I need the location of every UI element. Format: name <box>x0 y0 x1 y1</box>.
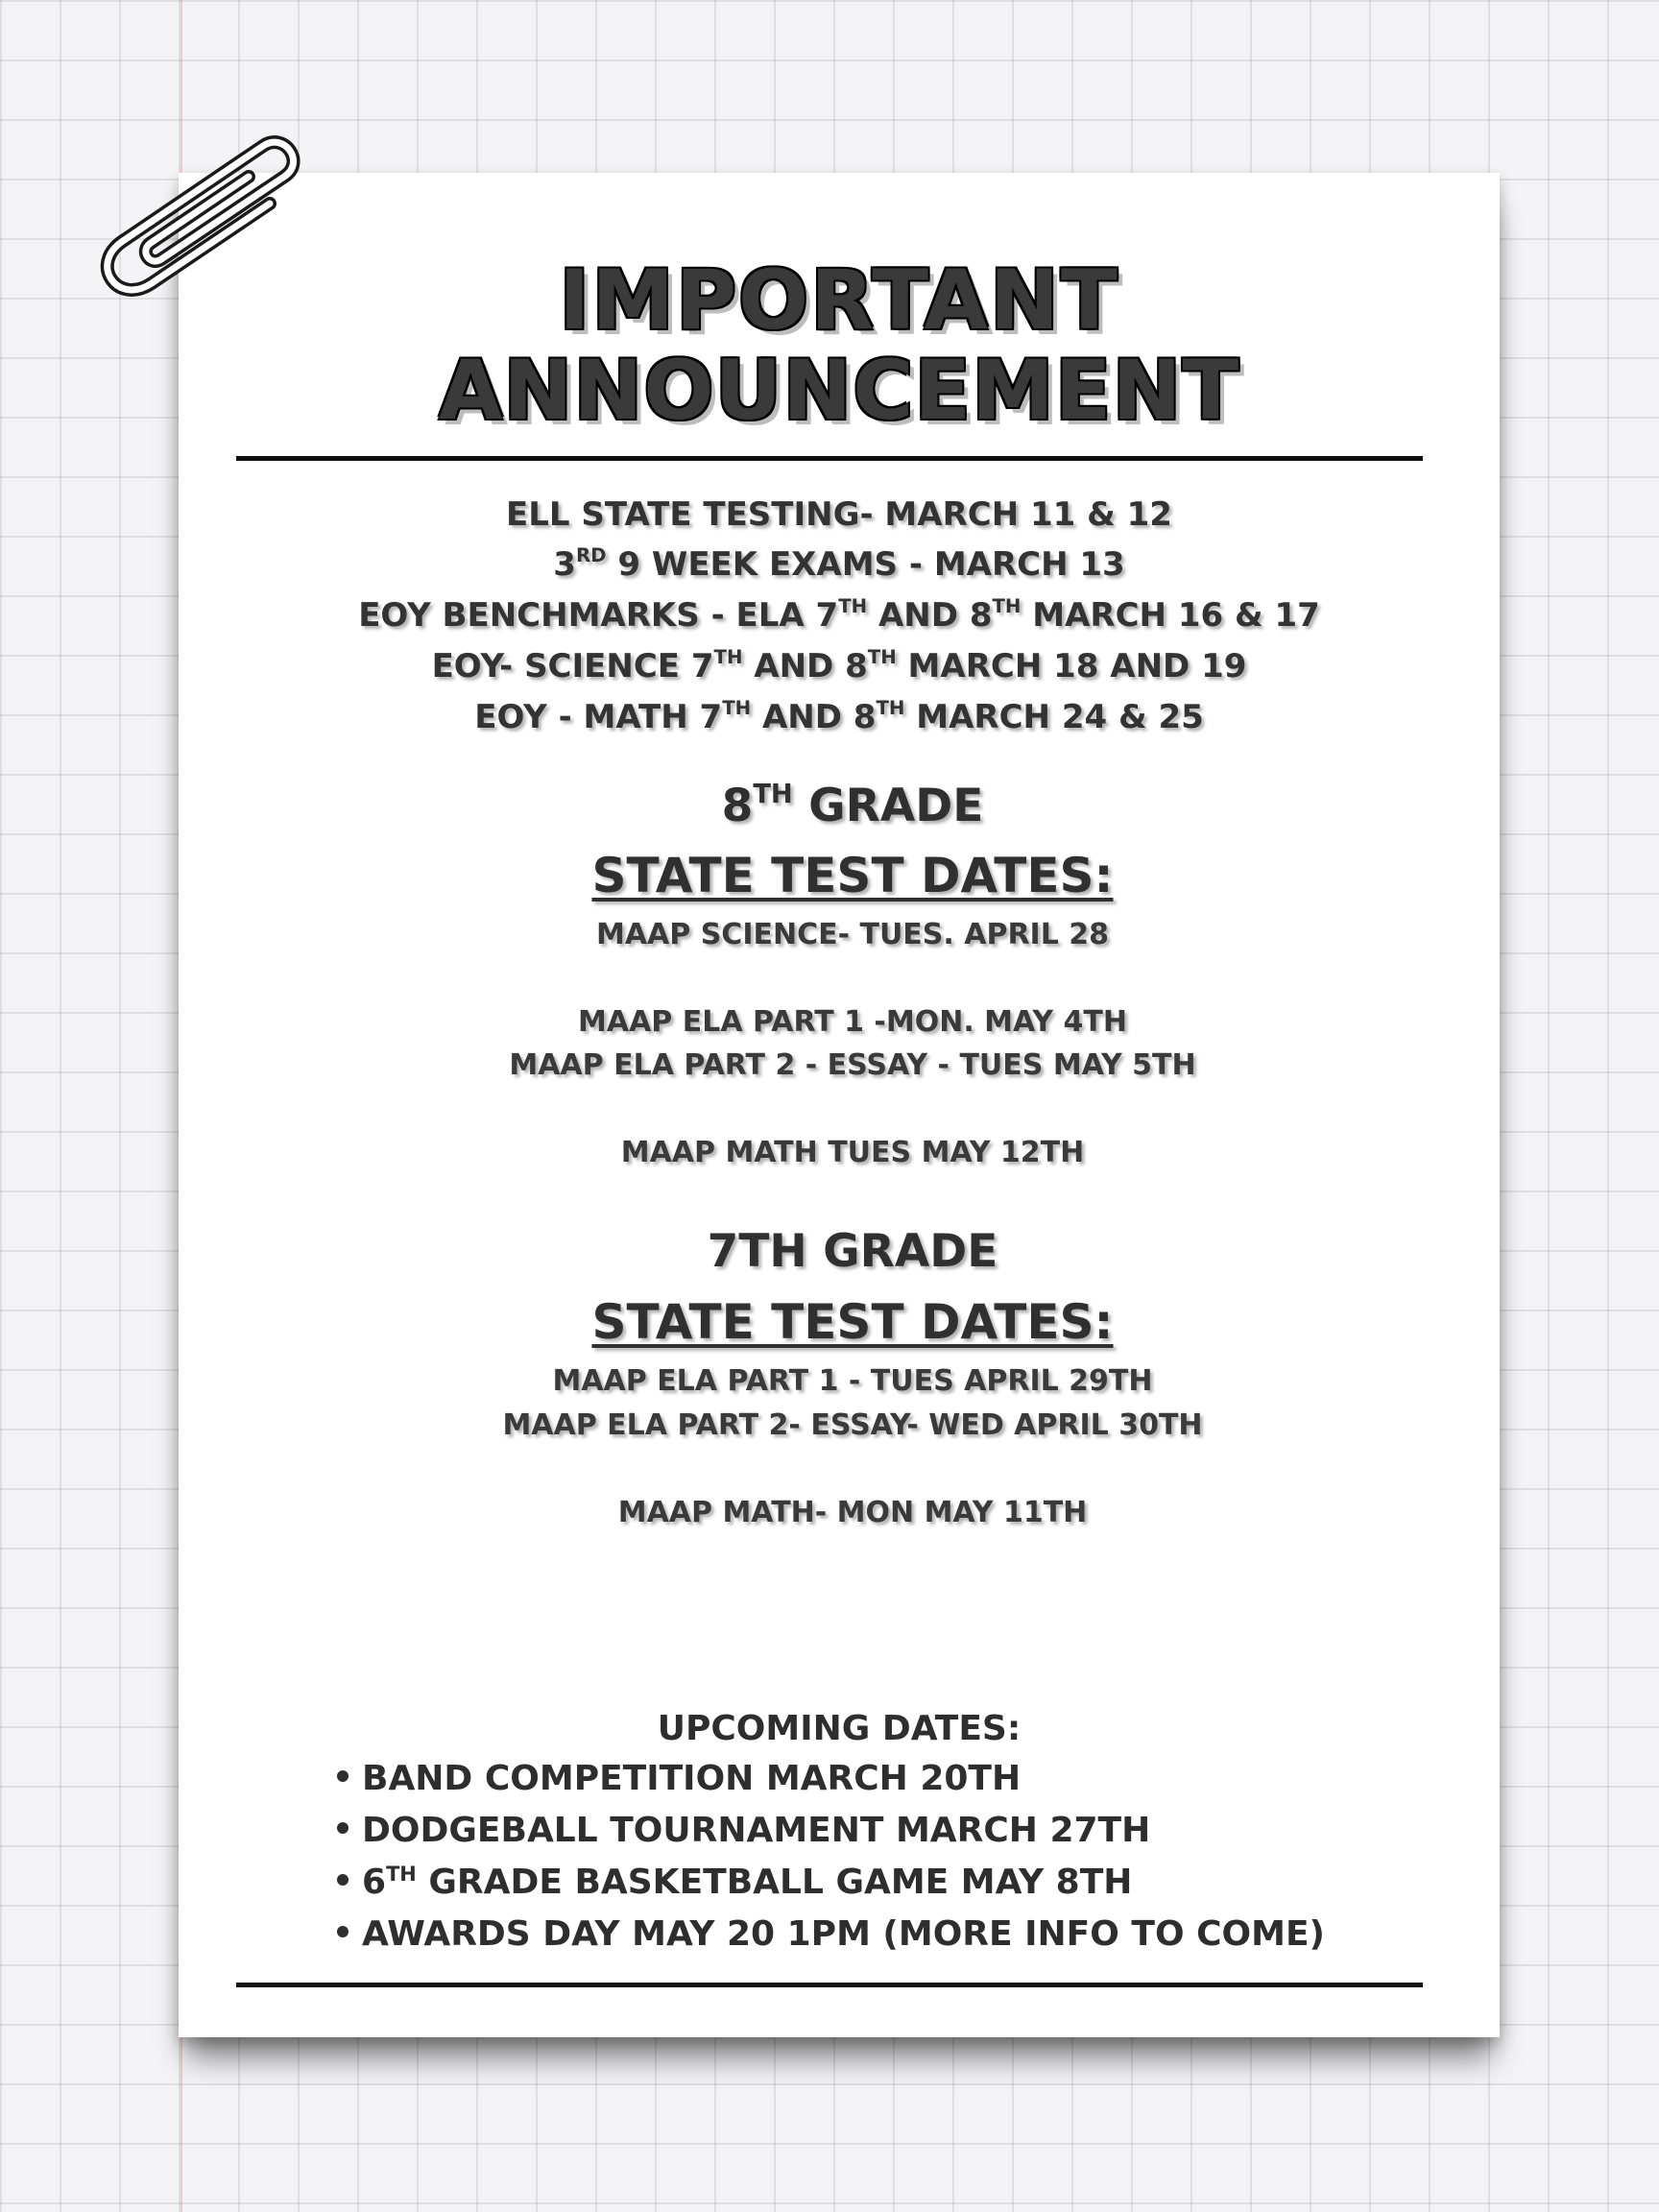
grade7-subheading: STATE TEST DATES: <box>591 1294 1114 1350</box>
grade8-science: MAAP SCIENCE- TUES. APRIL 28 <box>595 918 1110 951</box>
list-item: 6TH GRADE BASKETBALL GAME MAY 8TH <box>337 1863 1132 1902</box>
list-item: DODGEBALL TOURNAMENT MARCH 27TH <box>337 1811 1150 1850</box>
upcoming-title: UPCOMING DATES: <box>657 1709 1022 1748</box>
exam-line-9week: 3RD 9 WEEK EXAMS - MARCH 13 <box>553 543 1125 584</box>
grade7-ela-part2: MAAP ELA PART 2- ESSAY- WED APRIL 30TH <box>502 1408 1203 1442</box>
paperclip-icon <box>92 108 323 319</box>
grade8-heading: 8TH GRADE <box>721 779 984 832</box>
bullet-dot-icon <box>337 1822 349 1834</box>
bullet-dot-icon <box>337 1926 349 1937</box>
grade8-ela-part1: MAAP ELA PART 1 -MON. MAY 4TH <box>578 1005 1127 1039</box>
bullet-dot-icon <box>337 1874 349 1886</box>
grade8-math: MAAP MATH TUES MAY 12TH <box>620 1136 1085 1169</box>
bullet-dot-icon <box>337 1770 349 1782</box>
top-divider <box>236 456 1423 461</box>
grade7-ela-part1: MAAP ELA PART 1 - TUES APRIL 29TH <box>552 1364 1153 1398</box>
title-line-2: ANNOUNCEMENT <box>438 343 1240 439</box>
announcement-paper <box>179 173 1500 2037</box>
list-item: BAND COMPETITION MARCH 20TH <box>337 1759 1021 1798</box>
bottom-divider <box>236 1983 1423 1987</box>
exam-line-eoy-math: EOY - MATH 7TH AND 8TH MARCH 24 & 25 <box>474 696 1204 736</box>
grade7-heading: 7TH GRADE <box>707 1225 998 1278</box>
exam-line-ell: ELL STATE TESTING- MARCH 11 & 12 <box>506 495 1172 534</box>
title-line-1: IMPORTANT <box>559 252 1119 349</box>
grade8-ela-part2: MAAP ELA PART 2 - ESSAY - TUES MAY 5TH <box>509 1048 1196 1082</box>
exam-line-eoy-science: EOY- SCIENCE 7TH AND 8TH MARCH 18 AND 19 <box>431 645 1247 685</box>
grade7-math: MAAP MATH- MON MAY 11TH <box>617 1496 1088 1529</box>
exam-line-eoy-ela: EOY BENCHMARKS - ELA 7TH AND 8TH MARCH 16 & 17 <box>358 594 1320 635</box>
grade8-subheading: STATE TEST DATES: <box>591 848 1114 903</box>
list-item: AWARDS DAY MAY 20 1PM (MORE INFO TO COME) <box>337 1914 1325 1954</box>
